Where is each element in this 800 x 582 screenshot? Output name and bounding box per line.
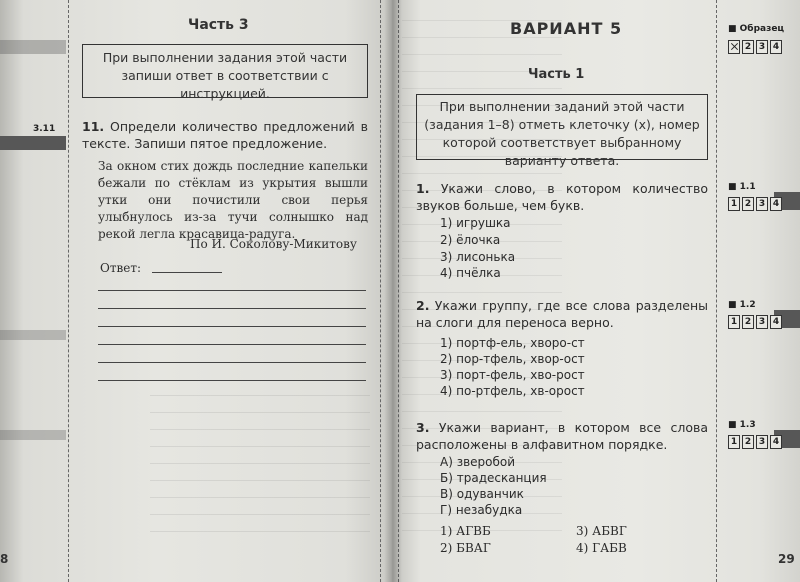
question-3 <box>416 419 708 453</box>
question-number: 2. <box>416 298 430 313</box>
answer-line[interactable] <box>98 308 366 309</box>
answer-cell[interactable]: 2 <box>742 435 754 449</box>
q1-option-2: 2) ёлочка <box>440 233 501 247</box>
q3-answer-cells[interactable] <box>728 435 782 449</box>
answer-cell[interactable]: 1 <box>728 315 740 329</box>
instruction-text: При выполнении задания этой части запиши ответ в соответствии с инструкцией. <box>102 50 348 101</box>
q3-option-4: 4) ГАБВ <box>576 541 627 555</box>
q1-option-1: 1) игрушка <box>440 216 511 230</box>
passage: За окном стих дождь последние капельки бежали по стёклам из укрытия вышли утки они почистили свои перья улыбнулось из-за тучи солнышко над рекой легла красавица-радуга. <box>98 159 368 241</box>
question-number: 1. <box>416 181 430 196</box>
right-page-number: 29 <box>778 552 795 566</box>
task-side-bar <box>0 136 66 150</box>
sample-cell: 2 <box>742 40 754 54</box>
ghost-bar <box>0 40 66 54</box>
cut-line-right <box>716 0 717 582</box>
sample-cell: 4 <box>770 40 782 54</box>
part-heading-right: Часть 1 <box>528 67 585 82</box>
q2-option-1: 1) портф-ель, хворо-ст <box>440 336 585 350</box>
q1-side-label: ■ 1.1 <box>728 182 756 192</box>
instruction-box-right <box>416 94 708 168</box>
q3-option-1: 1) АГВБ <box>440 524 491 538</box>
answer-cell[interactable]: 3 <box>756 197 768 211</box>
q2-side-label: ■ 1.2 <box>728 300 756 310</box>
answer-line[interactable] <box>98 362 366 363</box>
q3-word-d: Г) незабудка <box>440 503 523 517</box>
q3-word-c: В) одуванчик <box>440 487 524 501</box>
task-side-label: 3.11 <box>33 124 56 134</box>
book-gutter <box>384 0 402 582</box>
answer-line[interactable] <box>98 290 366 291</box>
question-text: Укажи слово, в котором количество звуков больше, чем букв. <box>416 181 708 213</box>
bleed-through <box>150 395 370 545</box>
answer-label: Ответ: <box>100 261 142 275</box>
answer-cell[interactable]: 2 <box>742 197 754 211</box>
question-number: 3. <box>416 420 430 435</box>
q1-answer-cells[interactable] <box>728 197 782 211</box>
answer-line-short[interactable] <box>152 272 222 273</box>
q2-option-4: 4) по-ртфель, хв-орост <box>440 384 585 398</box>
sample-cell-checked <box>728 40 740 54</box>
q1-option-3: 3) лисонька <box>440 250 516 264</box>
task-prompt <box>82 118 368 152</box>
task-number: 11. <box>82 119 105 134</box>
answer-cell[interactable]: 1 <box>728 435 740 449</box>
q3-word-b: Б) традесканция <box>440 471 547 485</box>
question-text: Укажи вариант, в котором все слова расположены в алфавитном порядке. <box>416 420 708 452</box>
answer-cell[interactable]: 3 <box>756 435 768 449</box>
answer-line[interactable] <box>98 380 366 381</box>
answer-cell[interactable]: 2 <box>742 315 754 329</box>
variant-title: ВАРИАНТ 5 <box>510 19 623 38</box>
answer-cell[interactable]: 1 <box>728 197 740 211</box>
ghost-bar <box>0 330 66 340</box>
task-prompt-text: Определи количество предложений в тексте. Запиши пятое предложение. <box>82 119 369 151</box>
instruction-box <box>82 44 368 101</box>
answer-line[interactable] <box>98 344 366 345</box>
sample-cell: 3 <box>756 40 768 54</box>
answer-cell[interactable]: 4 <box>770 197 782 211</box>
right-page <box>392 0 800 582</box>
q3-option-3: 3) АБВГ <box>576 524 627 538</box>
question-1 <box>416 180 708 214</box>
left-page <box>0 0 392 582</box>
answer-cell[interactable]: 4 <box>770 435 782 449</box>
cut-line-left-inner <box>380 0 381 582</box>
q3-option-2: 2) БВАГ <box>440 541 491 555</box>
sample-cells <box>728 40 782 54</box>
q2-option-3: 3) порт-фель, хво-рост <box>440 368 585 382</box>
part-heading: Часть 3 <box>188 17 249 33</box>
question-text: Укажи группу, где все слова разделены на слоги для переноса верно. <box>416 298 708 330</box>
answer-cell[interactable]: 3 <box>756 315 768 329</box>
q3-word-a: А) зверобой <box>440 455 516 469</box>
sample-label: ■ Образец <box>728 24 785 34</box>
q2-option-2: 2) пор-тфель, хвор-ост <box>440 352 585 366</box>
question-2 <box>416 297 708 331</box>
instruction-text-right: При выполнении заданий этой части (задания 1–8) отметь клеточку (x), номер которой соответствует выбранному варианту ответа. <box>424 99 700 168</box>
answer-cell[interactable]: 4 <box>770 315 782 329</box>
answer-line[interactable] <box>98 326 366 327</box>
passage-source: По И. Соколову-Микитову <box>190 237 357 251</box>
cut-line-left <box>68 0 69 582</box>
q3-side-label: ■ 1.3 <box>728 420 756 430</box>
q2-answer-cells[interactable] <box>728 315 782 329</box>
left-page-number: 8 <box>0 552 9 566</box>
ghost-bar <box>0 430 66 440</box>
q1-option-4: 4) пчёлка <box>440 266 501 280</box>
